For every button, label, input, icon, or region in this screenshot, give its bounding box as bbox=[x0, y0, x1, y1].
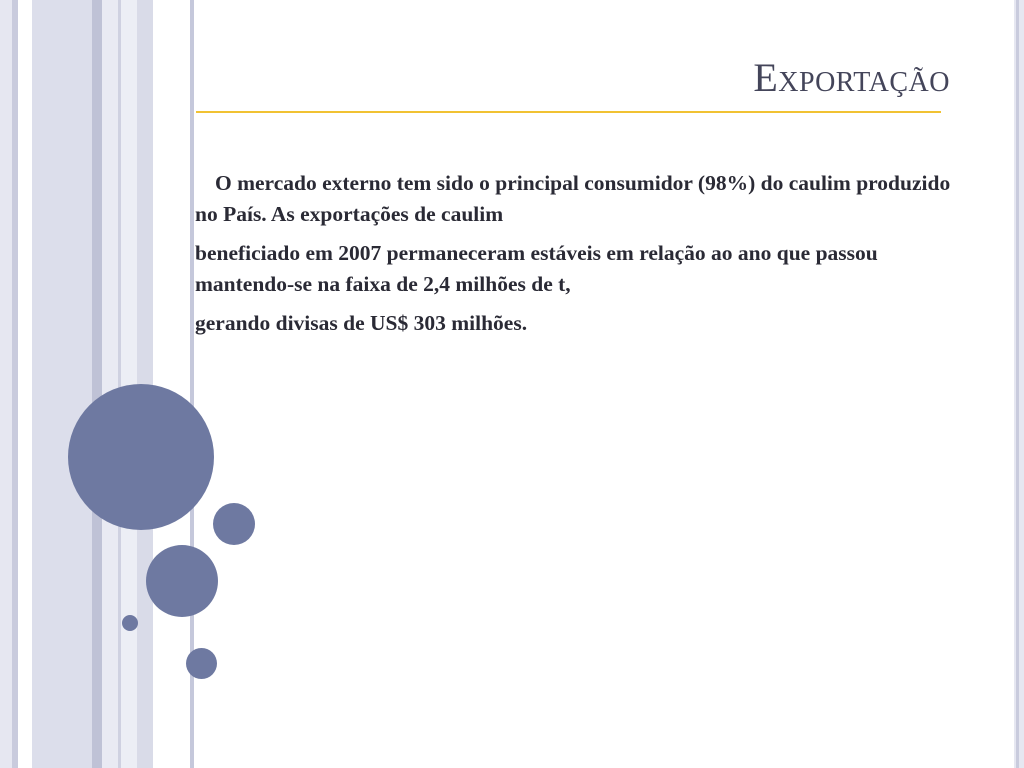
decor-stripe bbox=[32, 0, 92, 768]
decor-circle-tiny bbox=[122, 615, 138, 631]
body-paragraph: O mercado externo tem sido o principal consumidor (98%) do caulim produzido no País. As exportações de caulim bbox=[195, 171, 951, 226]
decor-stripe bbox=[1016, 0, 1019, 768]
body-paragraph: beneficiado em 2007 permaneceram estáveis em relação ao ano que passou mantendo-se na faixa de 2,4 milhões de t, bbox=[195, 241, 878, 296]
slide-body bbox=[195, 168, 955, 347]
decor-stripe bbox=[0, 0, 12, 768]
decor-stripe bbox=[92, 0, 102, 768]
decor-circle-small bbox=[213, 503, 255, 545]
body-paragraph: gerando divisas de US$ 303 milhões. bbox=[195, 311, 528, 335]
decor-circle-medium bbox=[146, 545, 218, 617]
decor-stripe bbox=[102, 0, 118, 768]
title-underline bbox=[196, 111, 941, 113]
decor-circle-large bbox=[68, 384, 214, 530]
decor-stripe bbox=[18, 0, 32, 768]
slide-title: Exportação bbox=[753, 55, 950, 100]
decor-circle-small bbox=[186, 648, 217, 679]
